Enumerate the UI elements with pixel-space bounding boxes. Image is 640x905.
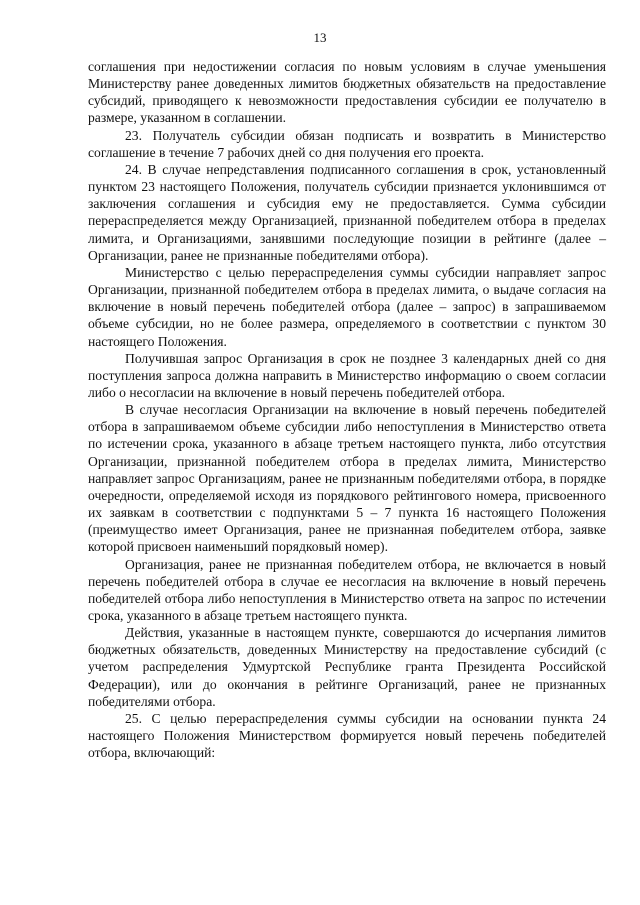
paragraph-exclusion: Организация, ранее не признанная победителем отбора, не включается в новый перечень победителей отбора в случае ее несогласия на включение в новый перечень победителей отбора либо непоступления в Министерство ответа на запрос по истечении срока, указанного в абзаце третьем настоящего пункта. [88, 556, 606, 623]
paragraph-item-23: 23. Получатель субсидии обязан подписать и возвратить в Министерство соглашение в течение 7 рабочих дней со дня получения его проекта. [88, 127, 606, 160]
paragraph-response-deadline: Получившая запрос Организация в срок не позднее 3 календарных дней со дня поступления запроса должна направить в Министерство информацию о своем согласии либо о несогласии на включение в новый перечень победителей отбора. [88, 350, 606, 400]
paragraph-actions-limit: Действия, указанные в настоящем пункте, совершаются до исчерпания лимитов бюджетных обязательств, доведенных Министерству на предоставление субсидий (с учетом распределения Удмуртской Республике гранта Президента Российской Федерации), или до окончания в рейтинге Организаций, ранее не признанных победителями отбора. [88, 625, 606, 709]
paragraph-item-24: 24. В случае непредставления подписанного соглашения в срок, установленный пунктом 23 настоящего Положения, получатель субсидии признается уклонившимся от заключения соглашения и субсидия ему не предоставляется. Сумма субсидии перераспределяется между Организацией, признанной победителем отбора в пределах лимита, и Организациями, занявшими последующие позиции в рейтинге (далее – Организации, ранее не признанные победителями отбора). [88, 161, 606, 263]
paragraph-redistribution-request: Министерство с целью перераспределения суммы субсидии направляет запрос Организации, признанной победителем отбора в пределах лимита, о выдаче согласия на включение в новый перечень победителей отбора (далее – запрос) в запрашиваемом объеме субсидии, но не более размера, определяемого в соответствии с пунктом 30 настоящего Положения. [88, 264, 606, 349]
document-body [88, 58, 606, 761]
paragraph-item-25: 25. С целью перераспределения суммы субсидии на основании пункта 24 настоящего Положения Министерством формируется новый перечень победителей отбора, включающий: [88, 710, 606, 761]
paragraph-disagreement-case: В случае несогласия Организации на включение в новый перечень победителей отбора в запрашиваемом объеме субсидии либо непоступления в Министерство ответа по истечении срока, указанного в абзаце третьем настоящего пункта, либо отсутствия Организации, признанной победителем отбора в пределах лимита, Министерство направляет запрос Организациям, ранее не признанным победителями отбора, в порядке очередности, определяемой исходя из порядкового рейтингового номера, присвоенного их заявкам в соответствии с подпунктами 5 – 7 пункта 16 настоящего Положения (преимущество имеет Организация, ранее не признанная победителем отбора, заявке которой присвоен наименьший порядковый номер). [88, 402, 606, 555]
page-number: 13 [313, 30, 327, 45]
paragraph-continuation: соглашения при недостижении согласия по новым условиям в случае уменьшения Министерству ранее доведенных лимитов бюджетных обязательств на предоставление субсидий, приводящего к невозможности предоставления субсидии ее получателю в размере, указанном в соглашении. [88, 59, 606, 126]
